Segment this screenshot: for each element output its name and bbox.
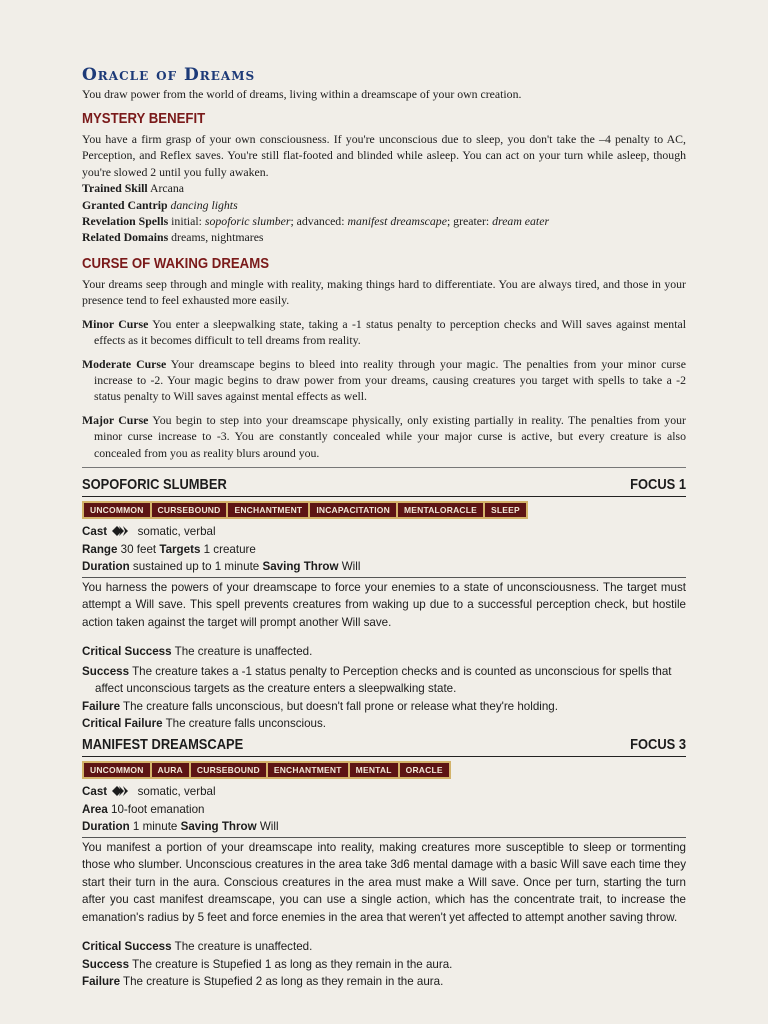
related-domains-label: Related Domains xyxy=(82,230,169,245)
critical-failure-text: The creature falls unconscious. xyxy=(165,717,327,730)
targets-label: Targets xyxy=(159,542,201,556)
critical-success-text: The creature is unaffected. xyxy=(174,940,313,953)
related-domains-line xyxy=(82,229,686,245)
trait-badge: ORACLE xyxy=(400,763,449,777)
curse-heading: CURSE OF WAKING DREAMS xyxy=(82,255,270,272)
spell-header xyxy=(82,476,686,497)
critical-success-line xyxy=(82,938,686,956)
cast-label: Cast xyxy=(82,785,108,798)
trained-skill-label: Trained Skill xyxy=(82,181,148,196)
success-line xyxy=(82,956,686,974)
saving-throw-value: Will xyxy=(259,820,279,833)
duration-value: sustained up to 1 minute xyxy=(132,560,260,573)
saving-throw-label: Saving Throw xyxy=(262,560,339,573)
range-value: 30 feet xyxy=(120,542,157,556)
failure-label: Failure xyxy=(82,975,121,988)
duration-label: Duration xyxy=(82,560,130,573)
area-value: 10-foot emanation xyxy=(111,802,205,816)
duration-line xyxy=(82,818,686,836)
trait-badge: SLEEP xyxy=(485,503,526,517)
two-actions-icon xyxy=(112,786,132,796)
trait-list xyxy=(82,761,451,779)
success-label: Success xyxy=(82,957,130,971)
cast-value: somatic, verbal xyxy=(137,525,216,538)
revelation-spells-line xyxy=(82,213,686,229)
trait-badge: UNCOMMON xyxy=(84,763,150,777)
intro-text: You draw power from the world of dreams, living within a dreamscape of your own creation. xyxy=(82,87,522,101)
revelation-advanced-label: ; advanced: xyxy=(290,214,345,229)
major-curse-label: Major Curse xyxy=(82,412,149,427)
revelation-advanced-spell: manifest dreamscape xyxy=(347,214,447,229)
granted-cantrip-value: dancing lights xyxy=(170,197,238,212)
trait-badge: MENTAL xyxy=(350,763,398,777)
granted-cantrip-label: Granted Cantrip xyxy=(82,197,168,212)
success-line xyxy=(82,663,686,698)
cast-line xyxy=(82,783,686,801)
trait-badge: CURSEBOUND xyxy=(191,763,266,777)
critical-success-label: Critical Success xyxy=(82,645,172,658)
mystery-heading: MYSTERY BENEFIT xyxy=(82,110,206,127)
saving-throw-label: Saving Throw xyxy=(180,820,257,833)
revelation-greater-label: ; greater: xyxy=(446,214,490,229)
duration-value: 1 minute xyxy=(132,820,178,833)
critical-success-label: Critical Success xyxy=(82,940,172,953)
spell-description: You manifest a portion of your dreamscape into reality, making creatures more susceptible to sleep or tormenting those who slumber. Unconscious creatures in the area take 3d6 mental damage with a basic Will save each time they start their turn in the aura. Conscious creatures in the area must make a Will save. Once per turn, starting the turn after you cast manifest dreamscape, you can use a single action, which has the concentrate trait, to increase the emanation's radius by 5 feet and force enemies in the area that weren't yet affected to attempt another saving throw. xyxy=(82,840,686,924)
revelation-greater-spell: dream eater xyxy=(492,214,550,229)
spell-description: You harness the powers of your dreamscape to force your enemies to a state of unconsciousness. The target must attempt a Will save. This spell prevents creatures from waking up due to a successful perception check, but hostile action taken against the target will prompt another Will save. xyxy=(82,580,686,629)
minor-curse-text: You enter a sleepwalking state, taking a -1 status penalty to perception checks and Will saves against mental effects as it becomes difficult to tell dreams from reality. xyxy=(94,316,686,348)
spell-header xyxy=(82,736,686,757)
page-title: Oracle of Dreams xyxy=(82,65,256,85)
range-label: Range xyxy=(82,542,118,556)
success-text: The creature takes a -1 status penalty to Perception checks and is counted as unconscious for spells that affect unconscious targets as the creature enters a sleepwalking state. xyxy=(95,664,672,695)
trait-badge: MENTALORACLE xyxy=(398,503,483,517)
trait-badge: AURA xyxy=(152,763,189,777)
revelation-spells-label: Revelation Spells xyxy=(82,214,169,229)
failure-label: Failure xyxy=(82,699,121,713)
granted-cantrip-line xyxy=(82,197,686,213)
area-line xyxy=(82,801,686,819)
trait-badge: INCAPACITATION xyxy=(310,503,396,517)
major-curse xyxy=(82,412,686,461)
trait-badge: ENCHANTMENT xyxy=(268,763,348,777)
spell-focus-level: FOCUS 1 xyxy=(630,476,686,493)
moderate-curse-text: Your dreamscape begins to bleed into reality through your magic. The penalties from your minor curse increase to -2. Your magic begins to draw power from your dreams, causing creatures you target with spells to take a -2 status penalty to Will saves against mental effects as well. xyxy=(94,356,686,404)
duration-line xyxy=(82,558,686,576)
critical-failure-line xyxy=(82,715,686,733)
cast-line xyxy=(82,523,686,541)
spell-focus-level: FOCUS 3 xyxy=(630,736,686,753)
divider xyxy=(82,577,686,578)
mystery-body: You have a firm grasp of your own consciousness. If you're unconscious due to sleep, you don't take the –4 penalty to AC, Perception, and Reflex saves. You're still flat-footed and blinded while asleep. You can act on your turn while asleep, though you're slowed 2 until you fully awaken. xyxy=(82,132,686,179)
mystery-section xyxy=(82,110,686,246)
curse-body: Your dreams seep through and mingle with reality, making things hard to differentiate. You are always tired, and those in your presence tend to feel exhausted more easily. xyxy=(82,277,686,308)
revelation-initial-spell: sopoforic slumber xyxy=(204,214,291,229)
trait-badge: UNCOMMON xyxy=(84,503,150,517)
two-actions-icon xyxy=(112,526,132,536)
related-domains-value: dreams, nightmares xyxy=(171,230,264,245)
minor-curse-label: Minor Curse xyxy=(82,316,149,331)
critical-failure-label: Critical Failure xyxy=(82,717,163,730)
cast-label: Cast xyxy=(82,525,108,538)
moderate-curse xyxy=(82,356,686,405)
success-label: Success xyxy=(82,664,130,678)
header-section xyxy=(82,66,686,102)
failure-line xyxy=(82,973,686,991)
minor-curse xyxy=(82,316,686,349)
cast-value: somatic, verbal xyxy=(137,785,216,798)
critical-success-text: The creature is unaffected. xyxy=(174,645,313,658)
range-line xyxy=(82,541,686,559)
spell-name: SOPOFORIC SLUMBER xyxy=(82,476,227,493)
success-text: The creature is Stupefied 1 as long as they remain in the aura. xyxy=(132,957,453,971)
trait-badge: ENCHANTMENT xyxy=(228,503,308,517)
spell-name: MANIFEST DREAMSCAPE xyxy=(82,736,244,753)
critical-success-line xyxy=(82,643,686,661)
trained-skill-line xyxy=(82,180,686,196)
trait-badge: CURSEBOUND xyxy=(152,503,227,517)
targets-value: 1 creature xyxy=(203,542,256,556)
duration-label: Duration xyxy=(82,820,130,833)
trait-list xyxy=(82,501,528,519)
divider xyxy=(82,837,686,838)
failure-text: The creature is Stupefied 2 as long as they remain in the aura. xyxy=(123,975,444,988)
area-label: Area xyxy=(82,802,108,816)
moderate-curse-label: Moderate Curse xyxy=(82,356,167,371)
saving-throw-value: Will xyxy=(341,560,361,573)
revelation-initial-label: initial: xyxy=(171,214,202,229)
curse-section xyxy=(82,255,686,461)
major-curse-text: You begin to step into your dreamscape physically, only existing partially in reality. The penalties from your minor curse increase to -3. You are constantly concealed while your major curse is active, but every creature is also concealed from you as reality blurs around you. xyxy=(94,412,686,460)
failure-line xyxy=(82,698,686,716)
trained-skill-value: Arcana xyxy=(149,181,185,196)
spell-sopoforic-slumber xyxy=(82,467,686,733)
spell-manifest-dreamscape xyxy=(82,736,686,991)
failure-text: The creature falls unconscious, but doesn't fall prone or release what they're holding. xyxy=(123,699,558,713)
